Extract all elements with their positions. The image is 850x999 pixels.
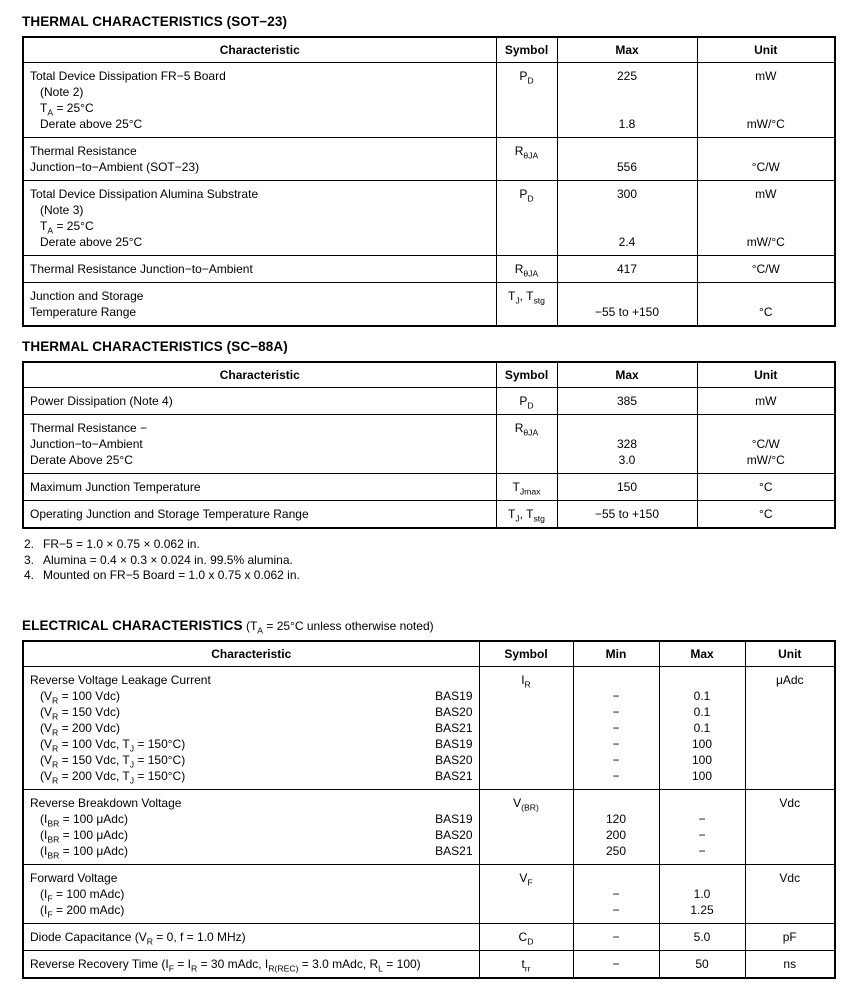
cell-line: ($V_R = 200$ Vdc, $T_J = 150^\circ C$) BAS21 — [30, 768, 473, 785]
cell-line: Total Device Dissipation FR−5 Board — [30, 69, 226, 83]
cell-line: − — [698, 843, 706, 858]
thermal-sot23-row1-max-cell — [557, 138, 697, 181]
cell-line: (Note 3) — [30, 203, 84, 217]
cell-line — [564, 218, 691, 234]
thermal-sc88a-row-0 — [23, 388, 835, 415]
cell-line: 1.0 — [693, 886, 711, 901]
cell-line: $t_{rr}$ — [521, 956, 531, 973]
cell-line: 3.0 — [618, 453, 636, 467]
cell-line: − — [612, 902, 620, 917]
thermal-sc88a-row0-unit-cell — [697, 388, 835, 415]
cell-line: mW/°C — [746, 117, 785, 131]
cell-line: mW — [755, 394, 777, 408]
electrical-row0-symbol-cell — [479, 666, 573, 789]
thermal-sot23-row4-symbol-cell — [496, 283, 557, 327]
cell-line — [704, 84, 829, 100]
cell-line: °C — [759, 480, 773, 494]
cell-line: pF — [782, 929, 797, 944]
cell-line — [704, 288, 829, 304]
electrical-col-min: Min — [573, 641, 659, 667]
electrical-table-container — [22, 640, 834, 979]
electrical-row2-characteristic-cell — [23, 864, 479, 923]
thermal-sot23-row1-symbol-cell — [496, 138, 557, 181]
cell-line: −55 to +150 — [594, 305, 660, 319]
electrical-col-unit: Unit — [745, 641, 835, 667]
cell-line: − — [698, 827, 706, 842]
electrical-row3-max-cell — [659, 923, 745, 950]
note-number: 4. — [24, 568, 35, 582]
electrical-row1-characteristic-cell — [23, 789, 479, 864]
cell-line — [666, 795, 739, 811]
cell-line — [704, 143, 829, 159]
cell-line — [564, 288, 691, 304]
electrical-row3-symbol-cell — [479, 923, 573, 950]
cell-line: ($V_R = 100$ Vdc, $T_J = 150^\circ C$) BAS19 — [30, 736, 473, 753]
electrical-row4-symbol-cell — [479, 950, 573, 978]
electrical-row3-characteristic-cell — [23, 923, 479, 950]
cell-line: 417 — [616, 262, 638, 276]
cell-line: 100 — [691, 736, 713, 751]
thermal-sot23-table-container — [22, 36, 834, 327]
thermal-sot23-col-characteristic: Characteristic — [23, 37, 496, 63]
cell-line: $T_J$, $T_{stg}$ — [508, 507, 545, 524]
electrical-row0-max-cell — [659, 666, 745, 789]
cell-line: Derate above 25°C — [30, 235, 143, 249]
cell-line: 328 — [616, 437, 638, 451]
cell-line: Vdc — [779, 870, 801, 885]
cell-line: 300 — [616, 187, 638, 201]
thermal-sot23-row3-max-cell — [557, 256, 697, 283]
section-title-electrical — [22, 618, 834, 633]
thermal-sc88a-col-max: Max — [557, 362, 697, 388]
electrical-row2-symbol-cell — [479, 864, 573, 923]
cell-line: 150 — [616, 480, 638, 494]
cell-line: ns — [783, 956, 797, 971]
cell-line — [564, 202, 691, 218]
cell-line: $T_A = 25^\circ C$ — [30, 219, 94, 236]
electrical-row1-min-cell — [573, 789, 659, 864]
electrical-row3-unit-cell — [745, 923, 835, 950]
electrical-row-1 — [23, 789, 835, 864]
thermal-sc88a-row3-symbol-cell — [496, 501, 557, 529]
cell-line: 1.25 — [690, 902, 714, 917]
cell-line: 1.8 — [618, 117, 636, 131]
cell-line: $C_D$ — [518, 929, 534, 946]
cell-line: Derate Above 25°C — [30, 453, 133, 467]
cell-line: ($I_F = 200$ mAdc) — [30, 902, 125, 919]
cell-line — [564, 100, 691, 116]
electrical-row-2 — [23, 864, 835, 923]
cell-line: $R_{\theta JA}$ — [514, 421, 539, 438]
cell-line: 250 — [605, 843, 627, 858]
note-text: Alumina = 0.4 × 0.3 × 0.024 in. 99.5% alumina. — [43, 552, 293, 567]
thermal-sot23-row-3 — [23, 256, 835, 283]
electrical-col-characteristic: Characteristic — [23, 641, 479, 667]
cell-line: ($V_R = 200$ Vdc) BAS21 — [30, 720, 473, 737]
thermal-sc88a-col-characteristic: Characteristic — [23, 362, 496, 388]
thermal-sot23-row3-unit-cell — [697, 256, 835, 283]
electrical-row4-unit-cell — [745, 950, 835, 978]
cell-line: − — [612, 956, 620, 971]
thermal-sc88a-row2-unit-cell — [697, 474, 835, 501]
note-3 — [24, 553, 834, 569]
electrical-row1-unit-cell — [745, 789, 835, 864]
cell-line: − — [612, 752, 620, 767]
electrical-row2-max-cell — [659, 864, 745, 923]
cell-line: Junction and Storage — [30, 289, 144, 303]
cell-line: 225 — [616, 69, 638, 83]
cell-line: $T_J$, $T_{stg}$ — [508, 289, 545, 306]
cell-line — [564, 420, 691, 436]
cell-line — [564, 143, 691, 159]
electrical-row-3 — [23, 923, 835, 950]
thermal-sot23-col-unit: Unit — [697, 37, 835, 63]
cell-line: − — [612, 929, 620, 944]
cell-line: ($I_{BR} = 100$ μAdc) BAS19 — [30, 811, 473, 828]
thermal-sot23-row2-unit-cell — [697, 181, 835, 256]
cell-line: Temperature Range — [30, 305, 137, 319]
cell-line: $V_{(BR)}$ — [513, 795, 539, 812]
cell-line: − — [612, 688, 620, 703]
cell-line: °C/W — [751, 160, 780, 174]
thermal-sc88a-row0-characteristic-cell — [23, 388, 496, 415]
note-4 — [24, 568, 834, 584]
cell-line: Thermal Resistance — [30, 144, 137, 158]
thermal-sot23-row-2 — [23, 181, 835, 256]
section-title-thermal-sot23: THERMAL CHARACTERISTICS (SOT−23) — [22, 14, 288, 29]
thermal-sc88a-row1-characteristic-cell — [23, 415, 496, 474]
thermal-sc88a-row2-characteristic-cell — [23, 474, 496, 501]
thermal-sot23-row2-characteristic-cell — [23, 181, 496, 256]
thermal-sot23-row0-max-cell — [557, 63, 697, 138]
cell-line: ($V_R = 100$ Vdc) BAS19 — [30, 688, 473, 705]
thermal-sc88a-row0-symbol-cell — [496, 388, 557, 415]
cell-line: 0.1 — [693, 688, 711, 703]
cell-line: 120 — [605, 811, 627, 826]
cell-line: $I_R$ — [521, 672, 531, 689]
thermal-sot23-row-4 — [23, 283, 835, 327]
cell-line: mW — [755, 69, 777, 83]
cell-line: $P_D$ — [519, 69, 534, 86]
cell-line: 100 — [691, 768, 713, 783]
cell-line: °C — [759, 305, 773, 319]
cell-line: 2.4 — [618, 235, 636, 249]
thermal-sc88a-row0-max-cell — [557, 388, 697, 415]
thermal-sc88a-row1-max-cell — [557, 415, 697, 474]
cell-line: Maximum Junction Temperature — [30, 480, 201, 494]
electrical-row3-min-cell — [573, 923, 659, 950]
cell-line: °C/W — [751, 437, 780, 451]
electrical-table — [22, 640, 836, 979]
electrical-row4-characteristic-cell — [23, 950, 479, 978]
thermal-sc88a-col-unit: Unit — [697, 362, 835, 388]
cell-line — [704, 100, 829, 116]
cell-line: $P_D$ — [519, 394, 534, 411]
cell-line: Diode Capacitance ($V_R = 0$, f = 1.0 MHz) — [30, 929, 246, 946]
cell-line: 50 — [695, 956, 709, 971]
electrical-row2-min-cell — [573, 864, 659, 923]
thermal-sot23-row3-symbol-cell — [496, 256, 557, 283]
cell-line: Thermal Resistance Junction−to−Ambient — [30, 262, 253, 276]
cell-line — [704, 420, 829, 436]
thermal-sc88a-table-container — [22, 361, 834, 529]
cell-line: $R_{\theta JA}$ — [514, 262, 539, 279]
thermal-sot23-row2-max-cell — [557, 181, 697, 256]
thermal-sot23-row2-symbol-cell — [496, 181, 557, 256]
cell-line: Reverse Recovery Time ($I_F = I_R = 30$ mAdc, $I_{R(REC)} = 3.0$ mAdc, $R_L = 100$) — [30, 956, 421, 973]
cell-line: ($V_R = 150$ Vdc) BAS20 — [30, 704, 473, 721]
electrical-row2-unit-cell — [745, 864, 835, 923]
cell-line: $T_{Jmax}$ — [512, 480, 541, 497]
cell-line: ($I_F = 100$ mAdc) — [30, 886, 125, 903]
cell-line: Derate above 25°C — [30, 117, 143, 131]
cell-line: 0.1 — [693, 720, 711, 735]
cell-line: $V_F$ — [519, 870, 533, 887]
electrical-title-main: ELECTRICAL CHARACTERISTICS — [22, 617, 243, 633]
thermal-sc88a-row-3 — [23, 501, 835, 529]
thermal-sc88a-row2-symbol-cell — [496, 474, 557, 501]
cell-line: °C/W — [751, 262, 780, 276]
thermal-sot23-row0-symbol-cell — [496, 63, 557, 138]
electrical-header-row — [23, 641, 835, 667]
thermal-sc88a-row-1 — [23, 415, 835, 474]
cell-line: °C — [759, 507, 773, 521]
cell-line: Operating Junction and Storage Temperature Range — [30, 507, 309, 521]
cell-line: mW/°C — [746, 235, 785, 249]
cell-line — [704, 218, 829, 234]
electrical-row4-min-cell — [573, 950, 659, 978]
electrical-row1-max-cell — [659, 789, 745, 864]
cell-line: 385 — [616, 394, 638, 408]
electrical-col-symbol: Symbol — [479, 641, 573, 667]
cell-line: 556 — [616, 160, 638, 174]
cell-line: Forward Voltage — [30, 870, 118, 885]
thermal-sot23-col-max: Max — [557, 37, 697, 63]
cell-line: − — [612, 736, 620, 751]
cell-line — [580, 672, 653, 688]
cell-line: Reverse Voltage Leakage Current — [30, 672, 211, 687]
note-number: 2. — [24, 537, 35, 551]
thermal-sc88a-col-symbol: Symbol — [496, 362, 557, 388]
thermal-sot23-row4-characteristic-cell — [23, 283, 496, 327]
thermal-sc88a-row3-characteristic-cell — [23, 501, 496, 529]
cell-line: 0.1 — [693, 704, 711, 719]
cell-line: (Note 2) — [30, 85, 84, 99]
note-number: 3. — [24, 552, 35, 567]
thermal-sot23-row0-characteristic-cell — [23, 63, 496, 138]
cell-line: Reverse Breakdown Voltage — [30, 795, 182, 810]
cell-line: Thermal Resistance − — [30, 421, 148, 435]
cell-line: $P_D$ — [519, 187, 534, 204]
cell-line: Junction−to−Ambient — [30, 437, 143, 451]
cell-line: − — [612, 704, 620, 719]
electrical-row1-symbol-cell — [479, 789, 573, 864]
cell-line: Total Device Dissipation Alumina Substrate — [30, 187, 259, 201]
electrical-row0-characteristic-cell — [23, 666, 479, 789]
note-text: FR−5 = 1.0 × 0.75 × 0.062 in. — [43, 537, 200, 551]
cell-line: 200 — [605, 827, 627, 842]
thermal-sot23-row0-unit-cell — [697, 63, 835, 138]
thermal-sot23-row-1 — [23, 138, 835, 181]
thermal-sot23-row4-unit-cell — [697, 283, 835, 327]
cell-line — [564, 84, 691, 100]
thermal-sc88a-row3-unit-cell — [697, 501, 835, 529]
cell-line: μAdc — [775, 672, 804, 687]
thermal-sot23-row3-characteristic-cell — [23, 256, 496, 283]
cell-line: − — [698, 811, 706, 826]
thermal-sot23-row1-characteristic-cell — [23, 138, 496, 181]
cell-line: − — [612, 886, 620, 901]
thermal-sc88a-table — [22, 361, 836, 529]
electrical-row0-unit-cell — [745, 666, 835, 789]
cell-line — [666, 870, 739, 886]
thermal-sc88a-row-2 — [23, 474, 835, 501]
electrical-row-0 — [23, 666, 835, 789]
cell-line — [580, 870, 653, 886]
cell-line — [704, 202, 829, 218]
electrical-row0-min-cell — [573, 666, 659, 789]
cell-line — [666, 672, 739, 688]
cell-line: Junction−to−Ambient (SOT−23) — [30, 160, 200, 174]
note-text: Mounted on FR−5 Board = 1.0 x 0.75 x 0.062 in. — [43, 568, 300, 582]
thermal-sc88a-row1-symbol-cell — [496, 415, 557, 474]
thermal-sot23-table — [22, 36, 836, 327]
electrical-title-condition: ($T_A = 25^\circ C$ unless otherwise noted) — [242, 618, 434, 635]
cell-line: ($V_R = 150$ Vdc, $T_J = 150^\circ C$) BAS20 — [30, 752, 473, 769]
cell-line: −55 to +150 — [594, 507, 660, 521]
cell-line: Vdc — [779, 795, 801, 810]
cell-line: − — [612, 720, 620, 735]
cell-line: mW — [755, 187, 777, 201]
cell-line: $T_A = 25^\circ C$ — [30, 101, 94, 118]
thermal-sot23-row-0 — [23, 63, 835, 138]
notes-list — [24, 537, 834, 584]
cell-line: $R_{\theta JA}$ — [514, 144, 539, 161]
note-2 — [24, 537, 834, 553]
electrical-row4-max-cell — [659, 950, 745, 978]
thermal-sc88a-row3-max-cell — [557, 501, 697, 529]
thermal-sc88a-row2-max-cell — [557, 474, 697, 501]
thermal-sot23-header-row — [23, 37, 835, 63]
cell-line: 100 — [691, 752, 713, 767]
thermal-sot23-col-symbol: Symbol — [496, 37, 557, 63]
cell-line: ($I_{BR} = 100$ μAdc) BAS21 — [30, 843, 473, 860]
cell-line: − — [612, 768, 620, 783]
cell-line: ($I_{BR} = 100$ μAdc) BAS20 — [30, 827, 473, 844]
electrical-col-max: Max — [659, 641, 745, 667]
thermal-sc88a-header-row — [23, 362, 835, 388]
section-title-thermal-sc88a: THERMAL CHARACTERISTICS (SC−88A) — [22, 339, 288, 354]
thermal-sot23-row1-unit-cell — [697, 138, 835, 181]
cell-line — [580, 795, 653, 811]
cell-line: mW/°C — [746, 453, 785, 467]
cell-line: Power Dissipation (Note 4) — [30, 394, 173, 408]
thermal-sc88a-row1-unit-cell — [697, 415, 835, 474]
electrical-row-4 — [23, 950, 835, 978]
thermal-sot23-row4-max-cell — [557, 283, 697, 327]
cell-line: 5.0 — [693, 929, 711, 944]
